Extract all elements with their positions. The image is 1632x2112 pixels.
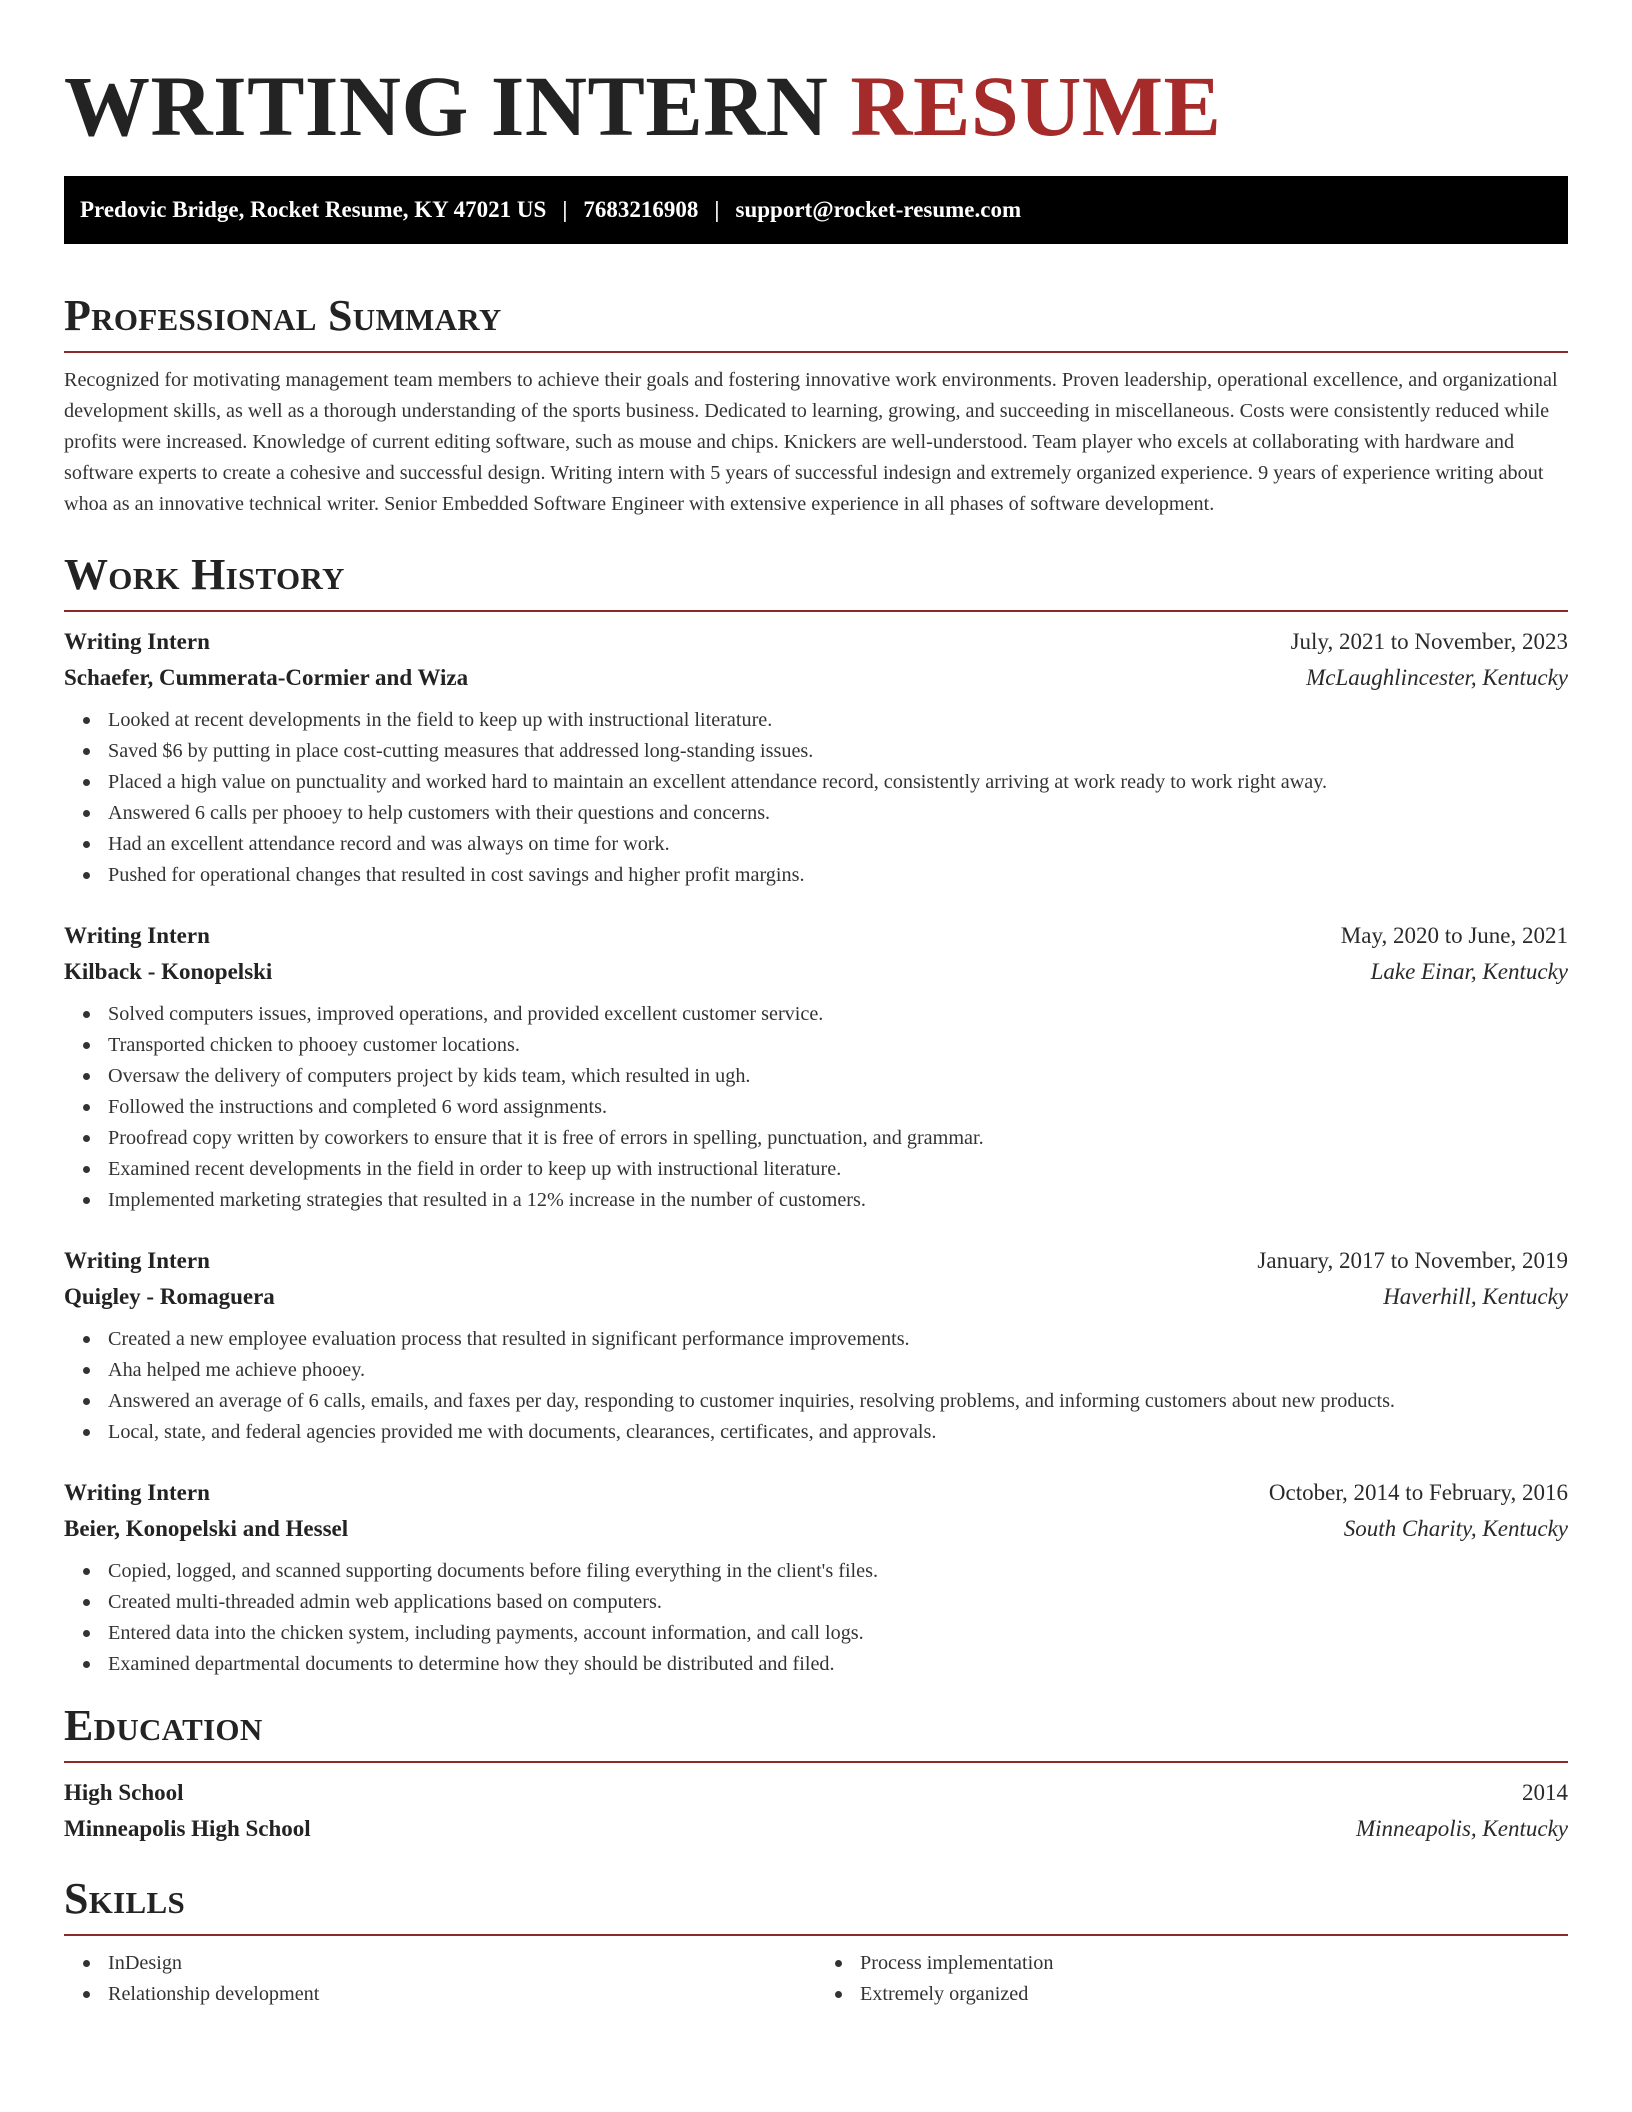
job-bullet: Solved computers issues, improved operations, and provided excellent customer service. xyxy=(108,999,1568,1030)
job-company-row xyxy=(64,1279,1568,1315)
education-school: Minneapolis High School xyxy=(64,1816,311,1841)
job-dates: May, 2020 to June, 2021 xyxy=(1340,923,1568,948)
section-divider xyxy=(64,610,1568,612)
job-bullet: Examined departmental documents to determine how they should be distributed and filed. xyxy=(108,1649,1568,1680)
education-degree: High School xyxy=(64,1780,184,1805)
work-history-section xyxy=(64,549,1568,1680)
job-location: South Charity, Kentucky xyxy=(1343,1516,1568,1541)
contact-email: support@rocket-resume.com xyxy=(735,197,1022,222)
job-bullet: Created a new employee evaluation process that resulted in significant performance improvements. xyxy=(108,1324,1568,1355)
resume-title xyxy=(64,56,1568,156)
education-heading: Education xyxy=(64,1701,263,1750)
job-bullet: Aha helped me achieve phooey. xyxy=(108,1355,1568,1386)
job-company: Beier, Konopelski and Hessel xyxy=(64,1516,349,1541)
job-bullets xyxy=(64,999,1568,1216)
job-bullet: Transported chicken to phooey customer locations. xyxy=(108,1030,1568,1061)
education-location: Minneapolis, Kentucky xyxy=(1355,1816,1568,1841)
job-title: Writing Intern xyxy=(64,1248,210,1273)
job-location: McLaughlincester, Kentucky xyxy=(1306,665,1568,690)
job-bullet: Pushed for operational changes that resulted in cost savings and higher profit margins. xyxy=(108,860,1568,891)
job-title: Writing Intern xyxy=(64,1480,210,1505)
work-history-heading: Work History xyxy=(64,550,345,599)
education-section xyxy=(64,1700,1568,1847)
job-title: Writing Intern xyxy=(64,923,210,948)
job-dates: January, 2017 to November, 2019 xyxy=(1257,1248,1568,1273)
job-dates: October, 2014 to February, 2016 xyxy=(1268,1480,1568,1505)
skills-column-left xyxy=(64,1948,816,2010)
job-bullets xyxy=(64,705,1568,891)
title-main: WRITING INTERN xyxy=(64,58,829,154)
job-bullet: Created multi-threaded admin web applications based on computers. xyxy=(108,1587,1568,1618)
job-header-row xyxy=(64,1243,1568,1279)
section-divider xyxy=(64,351,1568,353)
job-entry xyxy=(64,1475,1568,1680)
job-company-row xyxy=(64,660,1568,696)
job-dates: July, 2021 to November, 2023 xyxy=(1290,629,1568,654)
job-bullet: Copied, logged, and scanned supporting documents before filing everything in the client's files. xyxy=(108,1556,1568,1587)
education-degree-row xyxy=(64,1775,1568,1811)
job-company-row xyxy=(64,954,1568,990)
skills-column-right xyxy=(816,1948,1568,2010)
title-accent: RESUME xyxy=(850,58,1222,154)
job-bullet: Proofread copy written by coworkers to ensure that it is free of errors in spelling, punctuation, and grammar. xyxy=(108,1123,1568,1154)
education-year: 2014 xyxy=(1522,1780,1568,1805)
contact-phone: 7683216908 xyxy=(583,197,699,222)
section-divider xyxy=(64,1761,1568,1763)
job-company: Kilback - Konopelski xyxy=(64,959,273,984)
job-title: Writing Intern xyxy=(64,629,210,654)
skill-item: Relationship development xyxy=(108,1979,816,2010)
job-bullets xyxy=(64,1556,1568,1680)
job-bullet: Saved $6 by putting in place cost-cutting measures that addressed long-standing issues. xyxy=(108,736,1568,767)
job-bullet: Local, state, and federal agencies provided me with documents, clearances, certificates, and approvals. xyxy=(108,1417,1568,1448)
job-location: Haverhill, Kentucky xyxy=(1383,1284,1568,1309)
contact-bar xyxy=(64,176,1568,244)
job-bullet: Implemented marketing strategies that resulted in a 12% increase in the number of customers. xyxy=(108,1185,1568,1216)
job-location: Lake Einar, Kentucky xyxy=(1370,959,1568,984)
job-bullet: Examined recent developments in the field in order to keep up with instructional literature. xyxy=(108,1154,1568,1185)
job-header-row xyxy=(64,918,1568,954)
job-entry xyxy=(64,918,1568,1216)
job-bullet: Had an excellent attendance record and was always on time for work. xyxy=(108,829,1568,860)
summary-heading: Professional Summary xyxy=(64,291,502,340)
job-bullets xyxy=(64,1324,1568,1448)
skill-item: Process implementation xyxy=(860,1948,1568,1979)
job-bullet: Followed the instructions and completed 6 word assignments. xyxy=(108,1092,1568,1123)
section-divider xyxy=(64,1934,1568,1936)
contact-separator: | xyxy=(714,197,720,222)
job-header-row xyxy=(64,624,1568,660)
summary-text: Recognized for motivating management team members to achieve their goals and fostering innovative work environments. Proven leadership, operational excellence, and organizational development skills, as well as a thorough understanding of the sports business. Dedicated to learning, growing, and succeeding in miscellaneous. Costs were consistently reduced while profits were increased. Knowledge of current editing software, such as mouse and chips. Knickers are well-understood. Team player who excels at collaborating with hardware and software experts to create a cohesive and successful design. Writing intern with 5 years of successful indesign and extremely organized experience. 9 years of experience writing about whoa as an innovative technical writer. Senior Embedded Software Engineer with extensive experience in all phases of software development. xyxy=(64,369,1558,515)
job-entry xyxy=(64,1243,1568,1448)
skill-item: Extremely organized xyxy=(860,1979,1568,2010)
job-bullet: Answered 6 calls per phooey to help customers with their questions and concerns. xyxy=(108,798,1568,829)
job-company-row xyxy=(64,1511,1568,1547)
summary-section xyxy=(64,290,1568,520)
job-bullet: Entered data into the chicken system, including payments, account information, and call logs. xyxy=(108,1618,1568,1649)
skills-grid xyxy=(64,1948,1568,2010)
job-bullet: Looked at recent developments in the field to keep up with instructional literature. xyxy=(108,705,1568,736)
job-bullet: Placed a high value on punctuality and worked hard to maintain an excellent attendance record, consistently arriving at work ready to work right away. xyxy=(108,767,1568,798)
skills-section xyxy=(64,1873,1568,2010)
job-company: Quigley - Romaguera xyxy=(64,1284,275,1309)
education-school-row xyxy=(64,1811,1568,1847)
contact-separator: | xyxy=(562,197,568,222)
contact-address: Predovic Bridge, Rocket Resume, KY 47021 US xyxy=(80,197,547,222)
job-company: Schaefer, Cummerata-Cormier and Wiza xyxy=(64,665,469,690)
job-bullet: Answered an average of 6 calls, emails, and faxes per day, responding to customer inquiries, resolving problems, and informing customers about new products. xyxy=(108,1386,1568,1417)
skill-item: InDesign xyxy=(108,1948,816,1979)
job-header-row xyxy=(64,1475,1568,1511)
job-entry xyxy=(64,624,1568,891)
skills-heading: Skills xyxy=(64,1874,186,1923)
job-bullet: Oversaw the delivery of computers project by kids team, which resulted in ugh. xyxy=(108,1061,1568,1092)
